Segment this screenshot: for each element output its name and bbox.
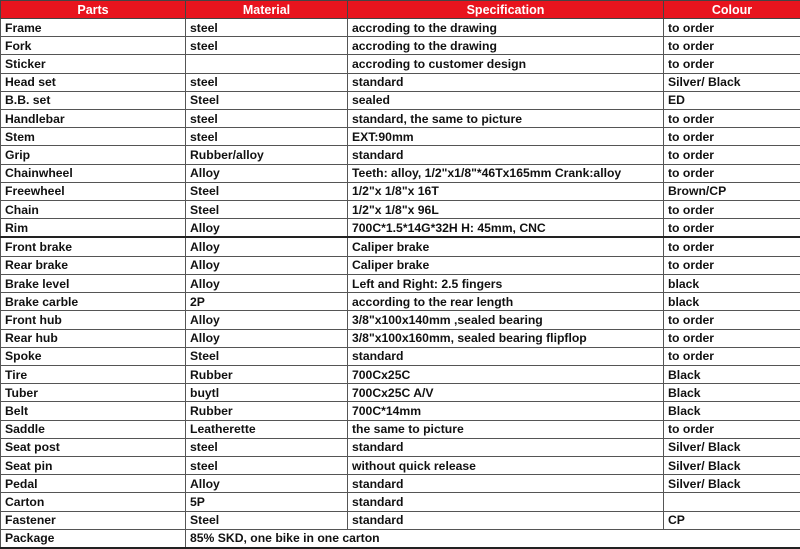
colour-cell: Silver/ Black bbox=[664, 438, 800, 456]
table-row bbox=[1, 91, 800, 109]
material-cell: steel bbox=[186, 73, 348, 91]
material-cell: Steel bbox=[186, 201, 348, 219]
specification-cell: sealed bbox=[348, 91, 664, 109]
specification-cell: standard bbox=[348, 146, 664, 164]
table-row bbox=[1, 511, 800, 529]
part-cell: Sticker bbox=[1, 55, 186, 73]
table-row bbox=[1, 73, 800, 91]
specification-cell: Caliper brake bbox=[348, 237, 664, 256]
material-cell: Rubber/alloy bbox=[186, 146, 348, 164]
colour-cell: CP bbox=[664, 511, 800, 529]
part-cell: Rear brake bbox=[1, 256, 186, 274]
specification-cell: the same to picture bbox=[348, 420, 664, 438]
colour-cell: to order bbox=[664, 219, 800, 238]
header-specification: Specification bbox=[348, 1, 664, 19]
colour-cell: to order bbox=[664, 329, 800, 347]
part-cell: Grip bbox=[1, 146, 186, 164]
table-row bbox=[1, 128, 800, 146]
part-cell: Frame bbox=[1, 19, 186, 37]
colour-cell: black bbox=[664, 293, 800, 311]
table-row bbox=[1, 146, 800, 164]
specification-cell: standard bbox=[348, 438, 664, 456]
table-row bbox=[1, 256, 800, 274]
colour-cell: Silver/ Black bbox=[664, 475, 800, 493]
specification-cell: EXT:90mm bbox=[348, 128, 664, 146]
part-cell: Saddle bbox=[1, 420, 186, 438]
table-row bbox=[1, 402, 800, 420]
part-cell: Fork bbox=[1, 37, 186, 55]
part-cell: Seat post bbox=[1, 438, 186, 456]
material-cell: Alloy bbox=[186, 274, 348, 292]
material-cell: 5P bbox=[186, 493, 348, 511]
specification-cell: 3/8"x100x160mm, sealed bearing flipflop bbox=[348, 329, 664, 347]
colour-cell: to order bbox=[664, 256, 800, 274]
material-cell: Alloy bbox=[186, 329, 348, 347]
specification-cell: standard, the same to picture bbox=[348, 110, 664, 128]
part-cell: Tire bbox=[1, 365, 186, 383]
colour-cell: to order bbox=[664, 347, 800, 365]
material-cell: Rubber bbox=[186, 402, 348, 420]
specification-cell: 3/8"x100x140mm ,sealed bearing bbox=[348, 311, 664, 329]
colour-cell: to order bbox=[664, 311, 800, 329]
table-row bbox=[1, 456, 800, 474]
specification-cell: accroding to the drawing bbox=[348, 37, 664, 55]
specification-cell: 700Cx25C A/V bbox=[348, 384, 664, 402]
colour-cell: black bbox=[664, 274, 800, 292]
part-cell: Carton bbox=[1, 493, 186, 511]
material-cell: Steel bbox=[186, 511, 348, 529]
material-cell: steel bbox=[186, 128, 348, 146]
part-cell: B.B. set bbox=[1, 91, 186, 109]
table-row bbox=[1, 384, 800, 402]
material-cell: Alloy bbox=[186, 256, 348, 274]
part-cell: Rim bbox=[1, 219, 186, 238]
colour-cell: to order bbox=[664, 146, 800, 164]
colour-cell: to order bbox=[664, 37, 800, 55]
colour-cell: Silver/ Black bbox=[664, 73, 800, 91]
part-cell: Brake level bbox=[1, 274, 186, 292]
colour-cell: to order bbox=[664, 237, 800, 256]
table-row bbox=[1, 201, 800, 219]
material-cell: steel bbox=[186, 19, 348, 37]
package-label: Package bbox=[1, 529, 186, 548]
colour-cell: Silver/ Black bbox=[664, 456, 800, 474]
material-cell: Alloy bbox=[186, 475, 348, 493]
material-cell: steel bbox=[186, 456, 348, 474]
material-cell: steel bbox=[186, 438, 348, 456]
material-cell: Alloy bbox=[186, 219, 348, 238]
table-row bbox=[1, 274, 800, 292]
table-row bbox=[1, 237, 800, 256]
part-cell: Chainwheel bbox=[1, 164, 186, 182]
specification-cell: standard bbox=[348, 347, 664, 365]
table-row bbox=[1, 37, 800, 55]
colour-cell: Brown/CP bbox=[664, 182, 800, 200]
colour-cell: Black bbox=[664, 365, 800, 383]
part-cell: Fastener bbox=[1, 511, 186, 529]
material-cell: Alloy bbox=[186, 311, 348, 329]
material-cell: 2P bbox=[186, 293, 348, 311]
specification-cell: accroding to customer design bbox=[348, 55, 664, 73]
material-cell: steel bbox=[186, 37, 348, 55]
colour-cell: to order bbox=[664, 420, 800, 438]
part-cell: Head set bbox=[1, 73, 186, 91]
table-row bbox=[1, 438, 800, 456]
colour-cell: ED bbox=[664, 91, 800, 109]
table-row bbox=[1, 311, 800, 329]
colour-cell bbox=[664, 493, 800, 511]
part-cell: Freewheel bbox=[1, 182, 186, 200]
colour-cell: to order bbox=[664, 19, 800, 37]
material-cell: buytl bbox=[186, 384, 348, 402]
specification-cell: 700C*1.5*14G*32H H: 45mm, CNC bbox=[348, 219, 664, 238]
header-material: Material bbox=[186, 1, 348, 19]
table-row bbox=[1, 110, 800, 128]
table-row bbox=[1, 420, 800, 438]
specification-cell: 700Cx25C bbox=[348, 365, 664, 383]
table-body bbox=[1, 19, 800, 549]
colour-cell: to order bbox=[664, 55, 800, 73]
package-row bbox=[1, 529, 800, 548]
specification-cell: standard bbox=[348, 475, 664, 493]
specification-cell: standard bbox=[348, 73, 664, 91]
table-row bbox=[1, 329, 800, 347]
table-row bbox=[1, 293, 800, 311]
specification-cell: without quick release bbox=[348, 456, 664, 474]
specification-cell: standard bbox=[348, 511, 664, 529]
colour-cell: to order bbox=[664, 110, 800, 128]
material-cell: Steel bbox=[186, 91, 348, 109]
table-row bbox=[1, 55, 800, 73]
specification-cell: Teeth: alloy, 1/2"x1/8"*46Tx165mm Crank:alloy bbox=[348, 164, 664, 182]
material-cell: steel bbox=[186, 110, 348, 128]
specification-cell: accroding to the drawing bbox=[348, 19, 664, 37]
specification-cell: 1/2"x 1/8"x 16T bbox=[348, 182, 664, 200]
table-row bbox=[1, 347, 800, 365]
table-row bbox=[1, 475, 800, 493]
table-row bbox=[1, 19, 800, 37]
part-cell: Stem bbox=[1, 128, 186, 146]
part-cell: Chain bbox=[1, 201, 186, 219]
material-cell: Leatherette bbox=[186, 420, 348, 438]
table-row bbox=[1, 365, 800, 383]
colour-cell: Black bbox=[664, 384, 800, 402]
part-cell: Spoke bbox=[1, 347, 186, 365]
material-cell: Alloy bbox=[186, 237, 348, 256]
table-row bbox=[1, 493, 800, 511]
material-cell bbox=[186, 55, 348, 73]
part-cell: Belt bbox=[1, 402, 186, 420]
specification-cell: according to the rear length bbox=[348, 293, 664, 311]
material-cell: Steel bbox=[186, 347, 348, 365]
part-cell: Rear hub bbox=[1, 329, 186, 347]
part-cell: Seat pin bbox=[1, 456, 186, 474]
colour-cell: to order bbox=[664, 128, 800, 146]
part-cell: Handlebar bbox=[1, 110, 186, 128]
part-cell: Tuber bbox=[1, 384, 186, 402]
colour-cell: Black bbox=[664, 402, 800, 420]
specification-cell: Left and Right: 2.5 fingers bbox=[348, 274, 664, 292]
header-parts: Parts bbox=[1, 1, 186, 19]
colour-cell: to order bbox=[664, 164, 800, 182]
material-cell: Steel bbox=[186, 182, 348, 200]
part-cell: Front brake bbox=[1, 237, 186, 256]
part-cell: Brake carble bbox=[1, 293, 186, 311]
colour-cell: to order bbox=[664, 201, 800, 219]
specification-cell: 1/2"x 1/8"x 96L bbox=[348, 201, 664, 219]
specification-cell: standard bbox=[348, 493, 664, 511]
material-cell: Rubber bbox=[186, 365, 348, 383]
table-row bbox=[1, 219, 800, 238]
part-cell: Front hub bbox=[1, 311, 186, 329]
package-value: 85% SKD, one bike in one carton bbox=[186, 529, 800, 548]
table-row bbox=[1, 164, 800, 182]
header-colour: Colour bbox=[664, 1, 800, 19]
specification-cell: 700C*14mm bbox=[348, 402, 664, 420]
table-row bbox=[1, 182, 800, 200]
material-cell: Alloy bbox=[186, 164, 348, 182]
header-row bbox=[1, 1, 800, 19]
specification-cell: Caliper brake bbox=[348, 256, 664, 274]
part-cell: Pedal bbox=[1, 475, 186, 493]
